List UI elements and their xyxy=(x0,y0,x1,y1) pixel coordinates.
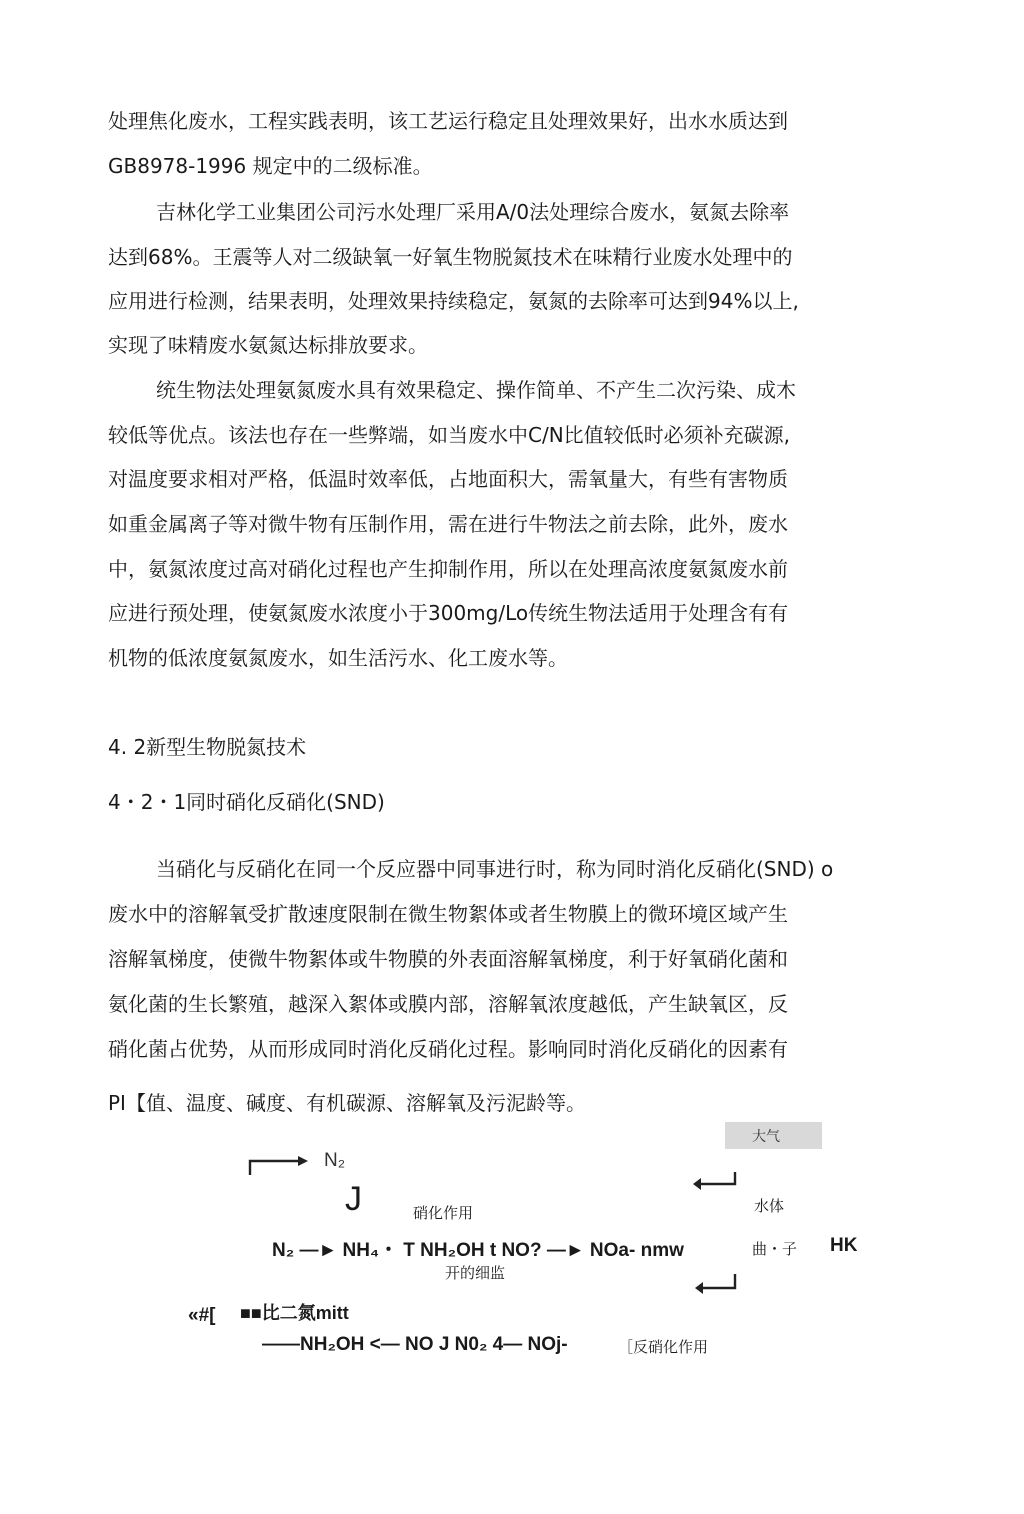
paragraph-line: 对温度要求相对严格，低温时效率低，占地面积大，需氧量大，有些有害物质 xyxy=(108,467,788,491)
paragraph-line: 应进行预处理，使氨氮废水浓度小于300mg/Lo传统生物法适用于处理含有有 xyxy=(108,601,789,625)
side-label: ■■比二氮mitt xyxy=(240,1303,349,1323)
section-heading: 4. 2新型生物脱氮技术 xyxy=(108,735,307,759)
denitrification-label: ［反硝化作用 xyxy=(618,1338,709,1356)
main-reaction-chain: N₂ —► NH₄・ T NH₂OH t NO? —► NOa- nmw xyxy=(272,1240,684,1261)
main-chain-tail: 曲・子 xyxy=(752,1240,798,1258)
arrow-left-icon xyxy=(695,1272,737,1294)
arrow-right-icon xyxy=(248,1155,310,1177)
sub-label: 开的细监 xyxy=(445,1264,506,1282)
paragraph-line: 吉林化学工业集团公司污水处理厂采用A/0法处理综合废水，氨氮去除率 xyxy=(156,200,790,224)
paragraph-line: 硝化菌占优势，从而形成同时消化反硝化过程。影响同时消化反硝化的因素有 xyxy=(108,1037,788,1061)
paragraph-line: 实现了味精废水氨氮达标排放要求。 xyxy=(108,333,428,357)
paragraph-line: GB8978-1996 规定中的二级标准。 xyxy=(108,154,433,178)
paragraph-line: 较低等优点。该法也存在一些弊端，如当废水中C/N比值较低时必须补充碳源, xyxy=(108,423,791,447)
reverse-reaction-chain: ——NH₂OH <— NO J N0₂ 4— NOj- xyxy=(262,1334,568,1355)
n2-top-label: N₂ xyxy=(324,1150,346,1171)
paragraph-line: 氨化菌的生长繁殖，越深入絮体或膜内部，溶解氧浓度越低，产生缺氧区，反 xyxy=(108,992,788,1016)
paragraph-line: 如重金属离子等对微牛物有压制作用，需在进行牛物法之前去除，此外，废水 xyxy=(108,512,788,536)
arrow-left-icon xyxy=(693,1168,737,1190)
subsection-heading: 4・2・1同时硝化反硝化(SND) xyxy=(108,790,385,814)
paragraph-line: 处理焦化废水，工程实践表明，该工艺运行稳定且处理效果好，出水水质达到 xyxy=(108,109,788,133)
paragraph-line: 废水中的溶解氧受扩散速度限制在微生物絮体或者生物膜上的微环境区域产生 xyxy=(108,902,788,926)
water-body-label: 水体 xyxy=(754,1197,785,1215)
left-marker: «#[ xyxy=(188,1305,216,1326)
atmosphere-label: 大气 xyxy=(752,1129,780,1145)
paragraph-line: 机物的低浓度氨氮废水，如生活污水、化工废水等。 xyxy=(108,646,568,670)
hk-label: HK xyxy=(830,1235,858,1256)
paragraph-line: 达到68%。王震等人对二级缺氧一好氧生物脱氮技术在味精行业废水处理中的 xyxy=(108,245,793,269)
paragraph-line: 溶解氧梯度，使微牛物絮体或牛物膜的外表面溶解氧梯度，利于好氧硝化菌和 xyxy=(108,947,788,971)
paragraph-line: 中，氨氮浓度过高对硝化过程也产生抑制作用，所以在处理高浓度氨氮废水前 xyxy=(108,557,788,581)
nitrification-label: 硝化作用 xyxy=(413,1204,474,1222)
paragraph-line: PI【值、温度、碱度、有机碳源、溶解氧及污泥龄等。 xyxy=(108,1091,586,1115)
paragraph-line: 当硝化与反硝化在同一个反应器中同事进行时，称为同时消化反硝化(SND) o xyxy=(156,857,834,881)
paragraph-line: 统生物法处理氨氮废水具有效果稳定、操作简单、不产生二次污染、成木 xyxy=(156,378,796,402)
j-glyph: J xyxy=(345,1180,362,1218)
paragraph-line: 应用进行检测，结果表明，处理效果持续稳定，氨氮的去除率可达到94%以上, xyxy=(108,289,799,313)
